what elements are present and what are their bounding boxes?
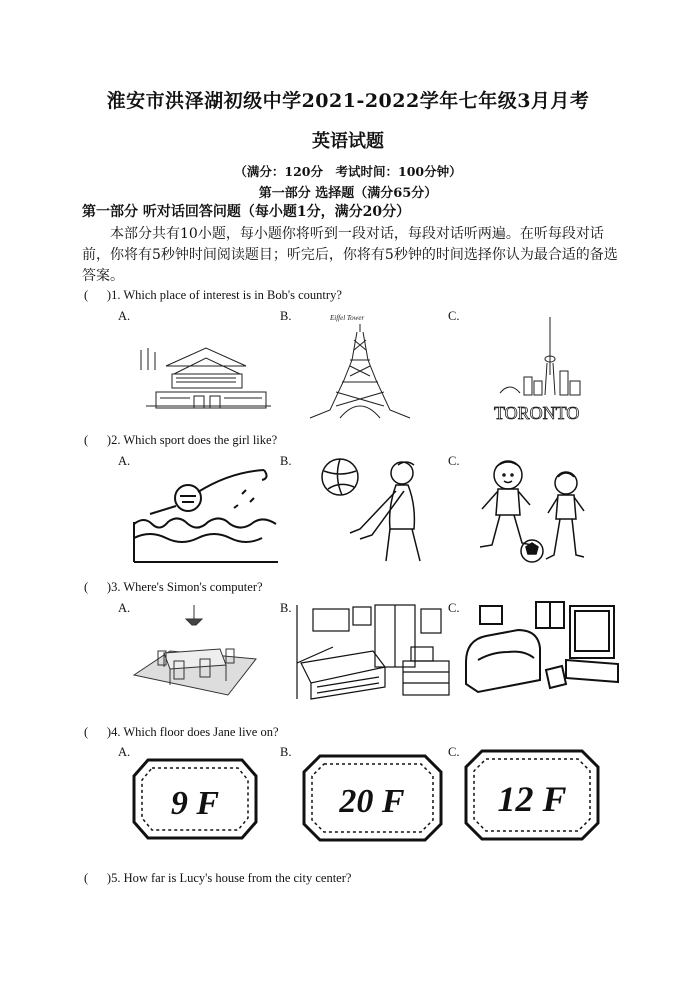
soccer-boys-drawing: [462, 455, 592, 570]
dining-room-drawing: [130, 605, 260, 700]
option-a-label: A.: [118, 601, 131, 615]
toronto-skyline-drawing: [490, 315, 590, 425]
bedroom-drawing: [293, 603, 453, 701]
option-c-label: C.: [448, 745, 460, 759]
option-b-label: B.: [280, 745, 292, 759]
exam-meta: （满分：120分 考试时间：100分钟）: [234, 164, 462, 179]
eiffel-tower-drawing: [300, 310, 420, 422]
living-room-drawing: [462, 600, 622, 700]
document-title: 淮安市洪泽湖初级中学2021-2022学年七年级3月月考: [106, 90, 590, 112]
floor-sign-20f-text: 20 F: [339, 783, 405, 820]
option-a-label: A.: [118, 745, 131, 759]
toronto-caption: TORONTO: [494, 403, 580, 423]
option-c-label: C.: [448, 454, 460, 468]
question-2: ( )2. Which sport does the girl like?: [84, 433, 278, 447]
floor-sign-9f: [130, 756, 260, 842]
question-3: ( )3. Where's Simon's computer?: [84, 580, 263, 594]
section-intro: 本部分共有10小题，每小题你将听到一段对话，每段对话听两遍。在听每段对话前，你将有5秒钟时间阅读题目；听完后，你将有5秒钟的时间选择你认为最合适的备选答案。: [82, 226, 618, 284]
option-b-label: B.: [280, 454, 292, 468]
option-b-label: B.: [280, 309, 292, 323]
floor-sign-20f: [300, 752, 445, 844]
floor-sign-12f: [462, 747, 602, 843]
document-subtitle: 英语试题: [312, 131, 384, 152]
question-4: ( )4. Which floor does Jane live on?: [84, 725, 279, 739]
tiananmen-gate-drawing: [136, 330, 276, 412]
option-c-label: C.: [448, 601, 460, 615]
question-5: ( )5. How far is Lucy's house from the city center?: [84, 871, 352, 885]
option-c-label: C.: [448, 309, 460, 323]
section-heading: 第一部分 听对话回答问题（每小题1分，满分20分）: [82, 204, 411, 220]
swimmer-drawing: [130, 462, 280, 564]
option-b-label: B.: [280, 601, 292, 615]
part-heading: 第一部分 选择题（满分65分）: [258, 186, 438, 201]
floor-sign-9f-text: 9 F: [170, 785, 220, 822]
option-a-label: A.: [118, 309, 131, 323]
question-1: ( )1. Which place of interest is in Bob's country?: [84, 288, 342, 302]
option-a-label: A.: [118, 454, 131, 468]
eiffel-caption: Eiffel Tower: [330, 314, 365, 322]
volleyball-girl-drawing: [316, 455, 426, 563]
floor-sign-12f-text: 12 F: [497, 779, 567, 819]
